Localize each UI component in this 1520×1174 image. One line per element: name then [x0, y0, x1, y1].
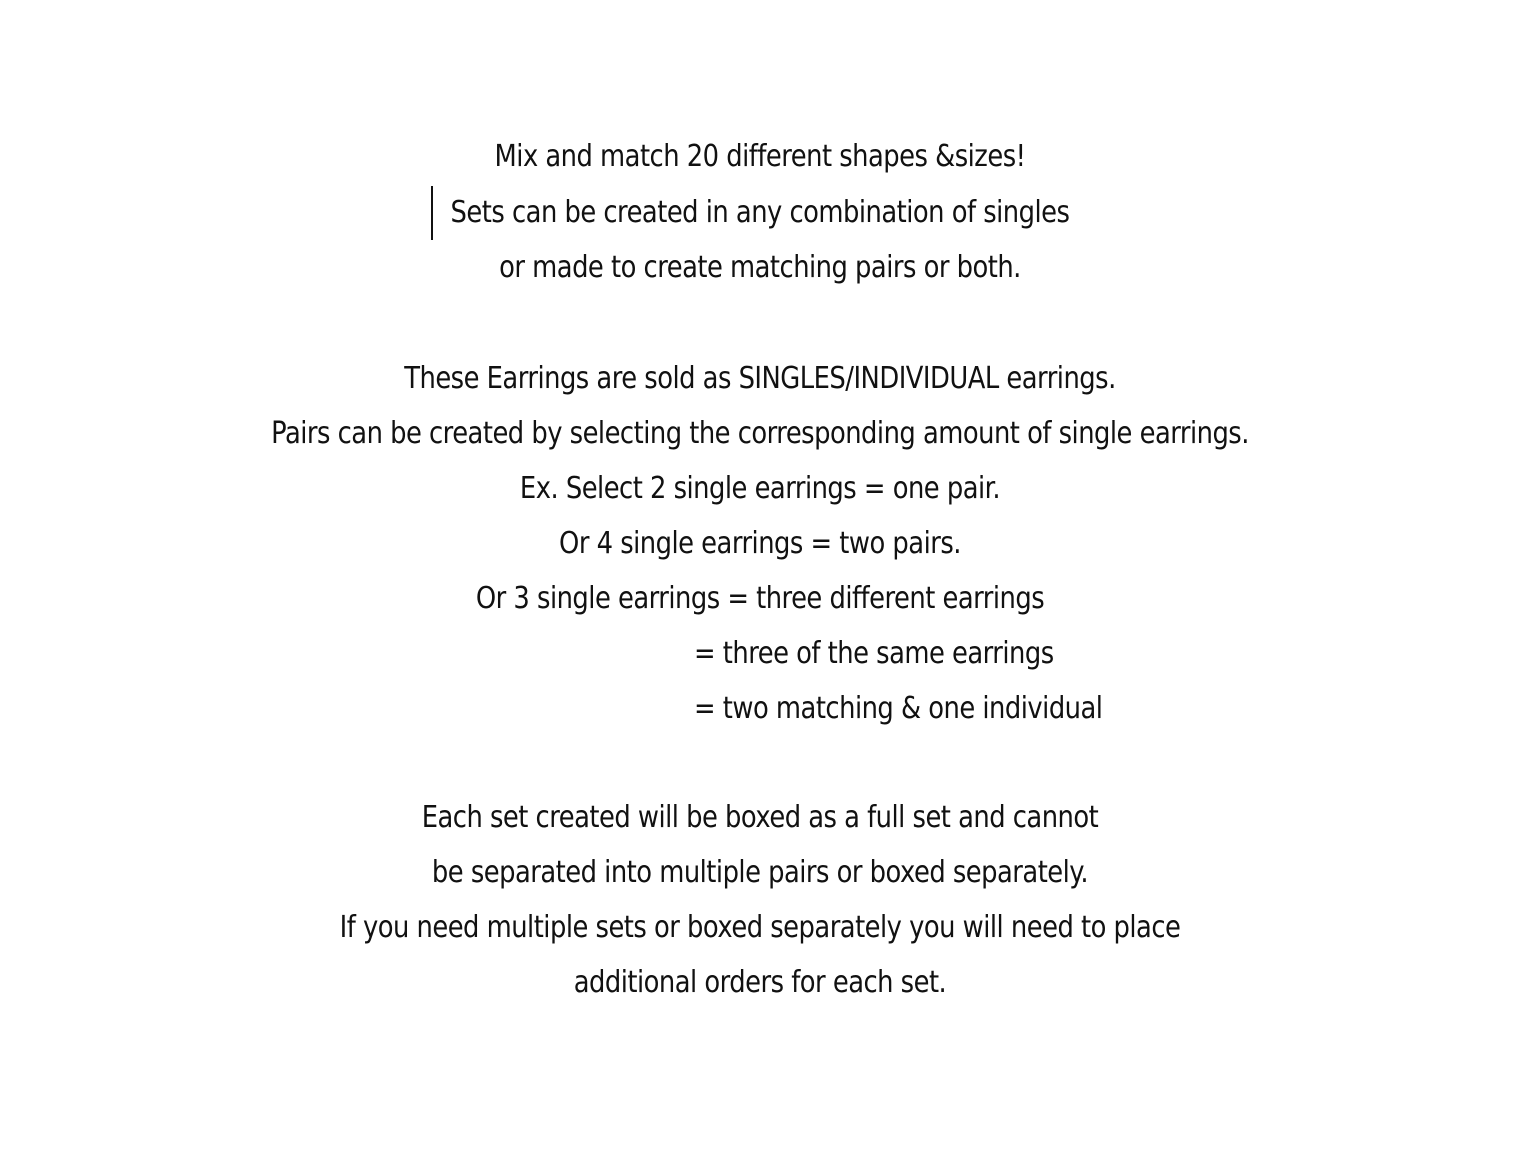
example-line-2: Or 4 single earrings = two pairs.: [559, 526, 961, 561]
intro-line-1: Mix and match 20 different shapes &sizes!: [494, 139, 1026, 174]
boxing-line-2: be separated into multiple pairs or boxed separately.: [431, 855, 1089, 890]
singles-line-2: Pairs can be created by selecting the corresponding amount of single earrings.: [271, 416, 1249, 451]
example-line-5: = two matching & one individual: [694, 691, 1103, 726]
example-line-4: = three of the same earrings: [694, 636, 1054, 671]
singles-line-1: These Earrings are sold as SINGLES/INDIVIDUAL earrings.: [404, 361, 1116, 396]
intro-line-2: Sets can be created in any combination of singles: [450, 195, 1070, 230]
boxing-line-1: Each set created will be boxed as a full set and cannot: [421, 800, 1099, 835]
example-line-1: Ex. Select 2 single earrings = one pair.: [519, 471, 1001, 506]
boxing-line-4: additional orders for each set.: [573, 965, 947, 1000]
intro-line-3: or made to create matching pairs or both.: [499, 250, 1021, 285]
example-line-3: Or 3 single earrings = three different earrings: [475, 581, 1045, 616]
boxing-line-3: If you need multiple sets or boxed separately you will need to place: [339, 910, 1181, 945]
text-cursor: [431, 186, 433, 240]
